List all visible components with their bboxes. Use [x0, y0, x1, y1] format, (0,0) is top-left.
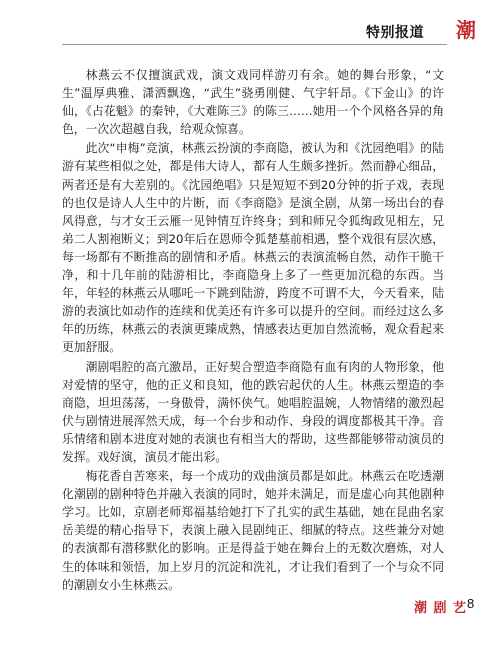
brand-seal-icon: 潮 — [456, 18, 476, 42]
header-rule — [62, 44, 447, 45]
page-number: 8 — [467, 596, 475, 611]
paragraph: 此次“申梅”竞演，林燕云扮演的李商隐，被认为和《沈园绝唱》的陆游有某些相似之处，都是伟大诗人，都有人生颇多挫折。然而静心细品，两者还是有大差别的。《沈园绝唱》只是短短不到20分钟的折子戏，表现的也仅是诗人人生中的片断，而《李商隐》是演全剧，从第一场出台的春风得意，与才女王云雁一见钟情互许终身；到和师兄令狐绹政见相左，兄弟二人割袍断义；到20年后在恩师令狐楚墓前相遇，整个戏很有层次感，每一场都有不断推高的剧情和矛盾。林燕云的表演流畅自然，动作干脆干净，和十几年前的陆游相比，李商隐身上多了一些更加沉稳的东西。当年，年轻的林燕云从哪吒一下跳到陆游，跨度不可谓不大，今天看来，陆游的表演比如动作的连续和优美还有许多可以提升的空间。而经过这么多年的历练，林燕云的表演更臻成熟，情感表达更加自然流畅，观众看起来更加舒服。 — [62, 141, 444, 355]
paragraph: 潮剧唱腔的高亢激昂，正好契合塑造李商隐有血有肉的人物形象，他对爱情的坚守，他的正义和良知，他的跌宕起伏的人生。林燕云塑造的李商隐，坦坦荡荡，一身傲骨，满怀侠气。她唱腔温婉，人物情绪的激烈起伏与剧情进展浑然天成，每一个台步和动作、身段的调度都极其干净。音乐情绪和剧本进度对她的表演也有相当大的帮助，这些都能够带动演员的发挥。戏好演，演员才能出彩。 — [62, 359, 444, 464]
magazine-logo: 潮 剧 艺 — [414, 601, 468, 616]
paragraph: 梅花香自苦寒来，每一个成功的戏曲演员都是如此。林燕云在吃透潮化潮剧的剧种特色并融入表演的同时，她并未满足，而是虚心向其他剧种学习。比如，京剧老师郑福基给她打下了扎实的武生基础，她在昆曲名家岳美缇的精心指导下，表演上融入昆剧纯正、细腻的特点。这些兼分对她的表演都有潜移默化的影响。正是得益于她在舞台上的无数次磨炼，对人生的体味和领悟，加上岁月的沉淀和洗礼，才让我们看到了一个与众不同的潮剧女小生林燕云。 — [62, 469, 444, 592]
paragraph: 林燕云不仅擅演武戏，演文戏同样游刃有余。她的舞台形象，“文生”温厚典雅、潇洒飘逸，“武生”骁勇刚健、气宇轩昂。《下金山》的许仙，《占花魁》的秦钟，《大难陈三》的陈三……她用一个个风格各异的角色，一次次超越自我，给观众惊喜。 — [62, 68, 444, 137]
section-title: 特别报道 — [366, 25, 424, 41]
article-body — [62, 66, 444, 595]
